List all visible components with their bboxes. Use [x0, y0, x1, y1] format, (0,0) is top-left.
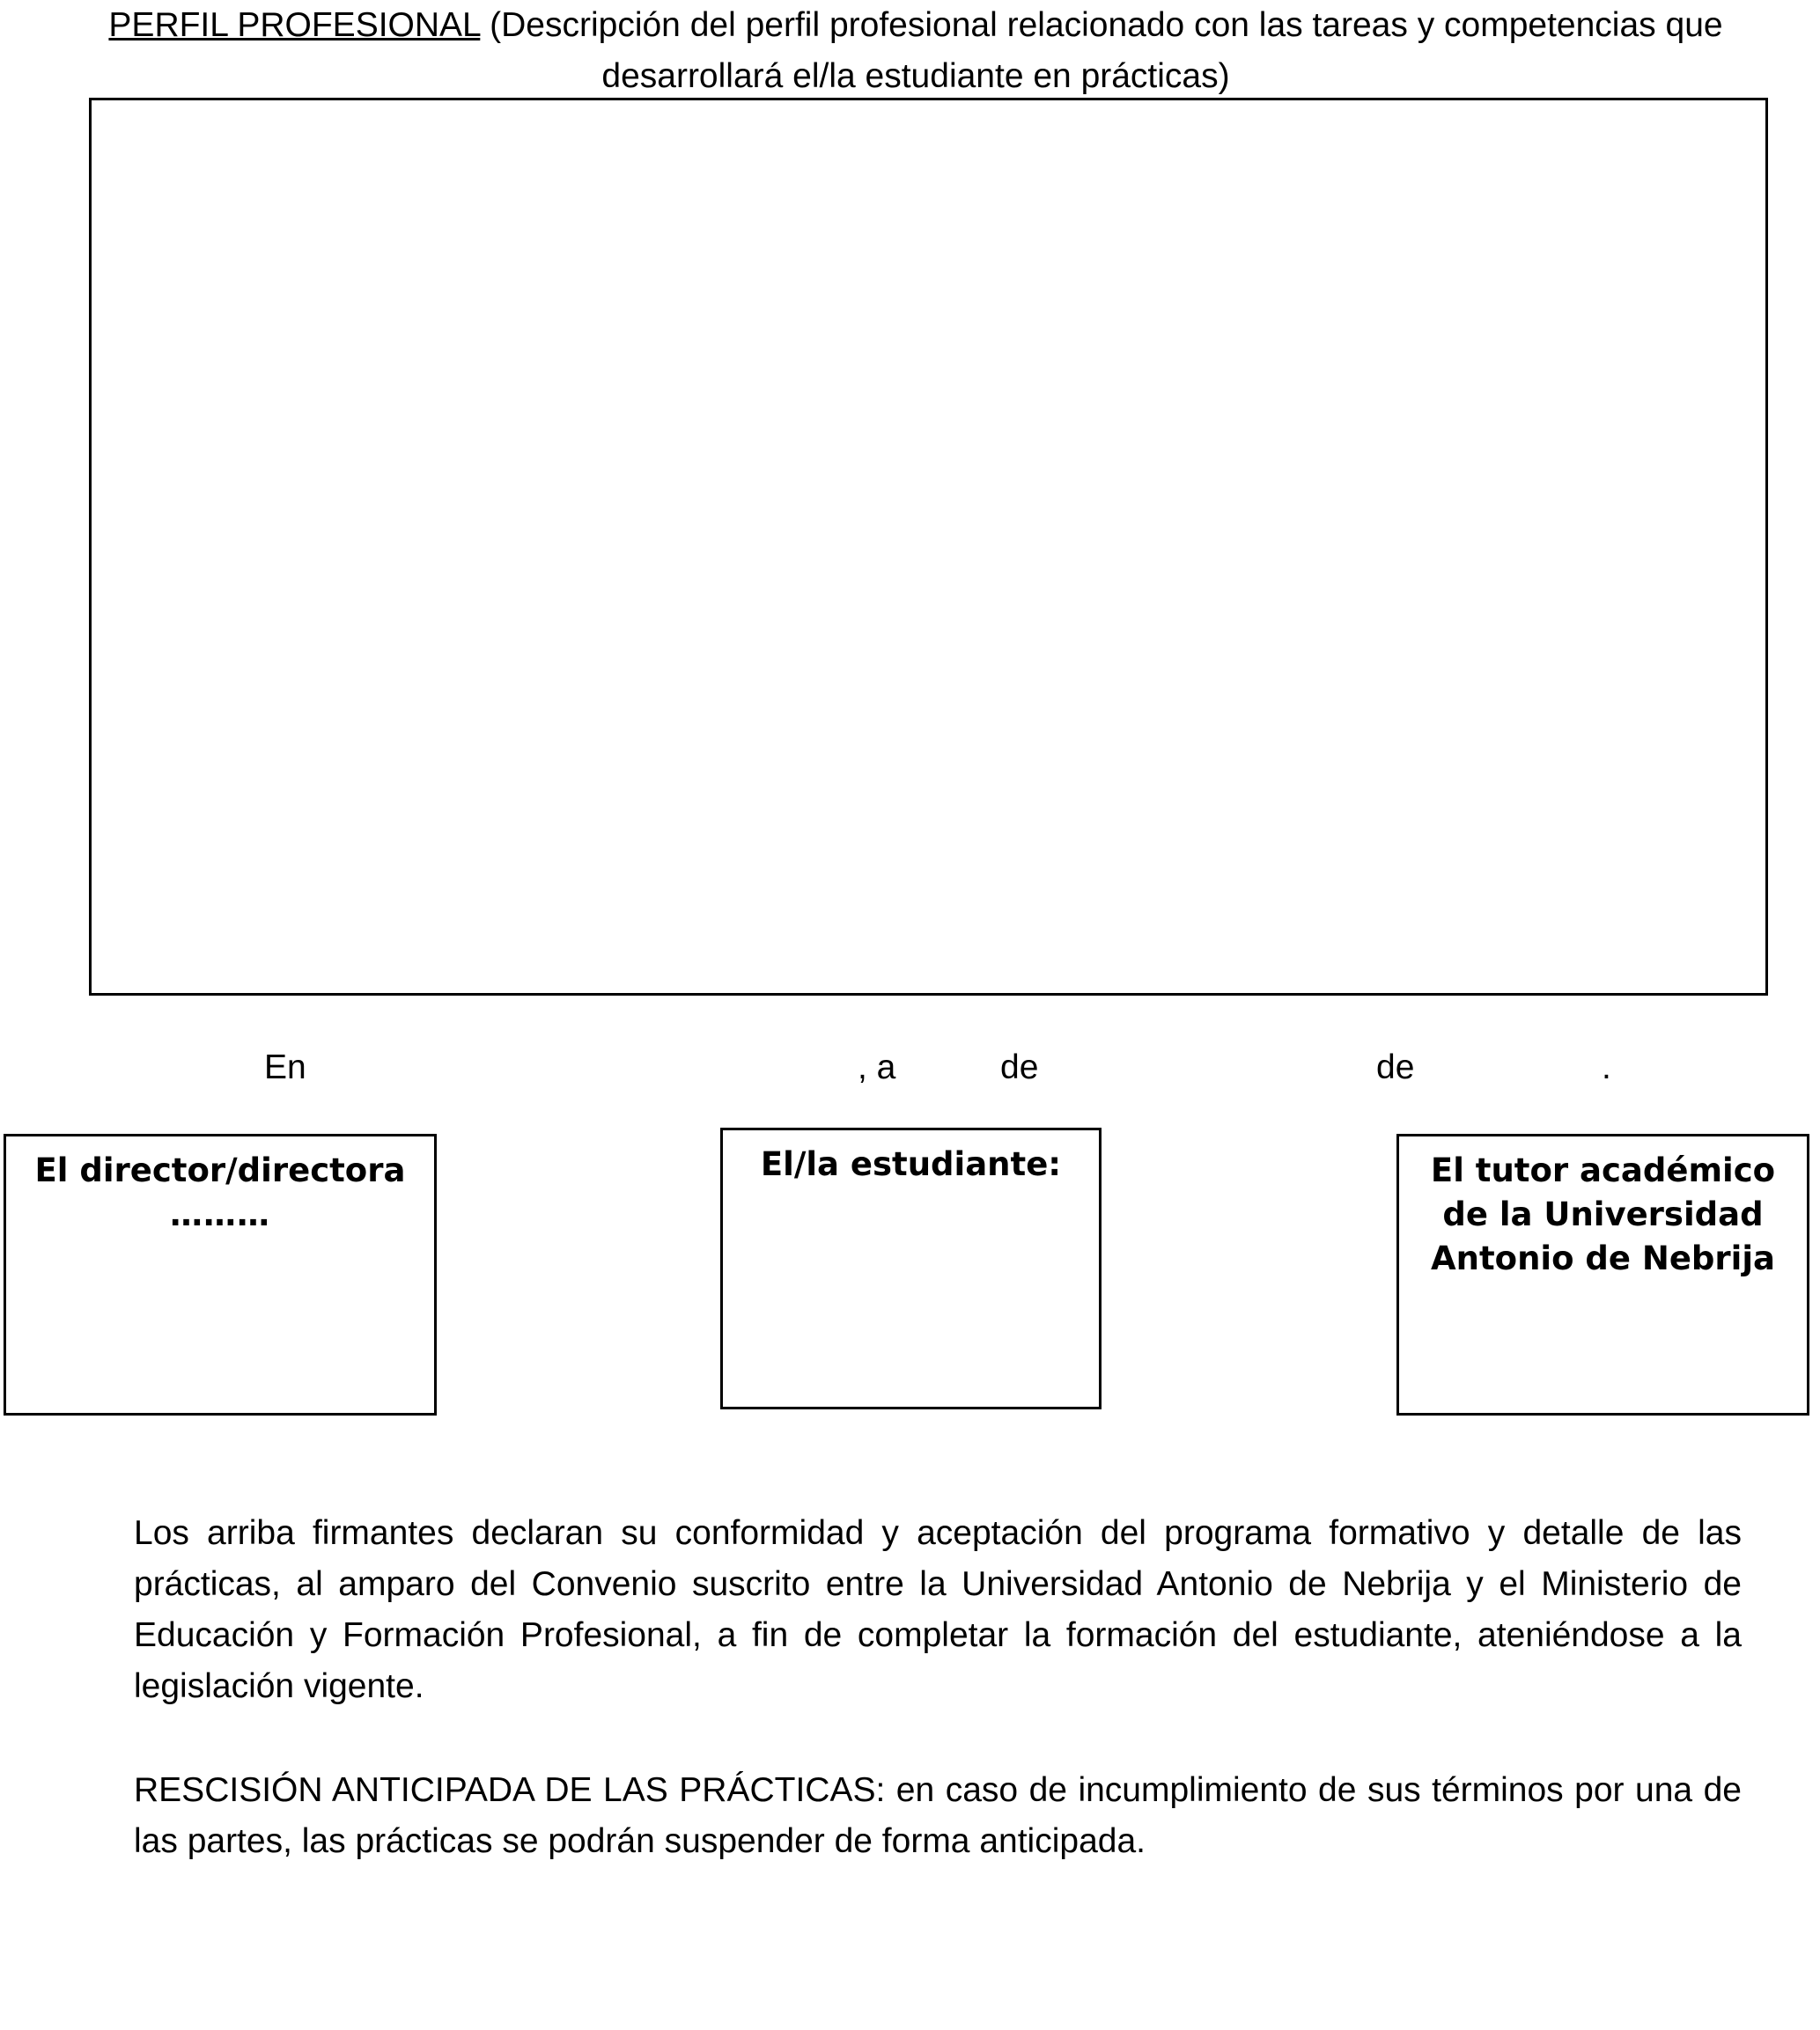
- tutor-signature-title-line1: El tutor académico: [1430, 1151, 1776, 1189]
- conformity-paragraph: Los arriba firmantes declaran su conformidad y aceptación del programa formativo y detalle de las prácticas, al amparo del Convenio suscrito entre la Universidad Antonio de Nebrija y el Ministerio de Educación y Formación Profesional, a fin de completar la formación del estudiante, ateniéndose a la legislación vigente.: [134, 1514, 1742, 1705]
- heading-description: (Descripción del perfil profesional relacionado con las tareas y competencias que desarrollará el/la estudiante en prácticas): [480, 6, 1723, 95]
- section-heading: [79, 0, 1752, 102]
- date-day-label: , a: [858, 1048, 896, 1086]
- tutor-signature-box[interactable]: [1396, 1134, 1809, 1416]
- director-signature-box[interactable]: [4, 1134, 437, 1416]
- tutor-signature-title-line2: de la Universidad: [1442, 1195, 1764, 1233]
- director-name-placeholder: ………: [170, 1195, 270, 1233]
- director-signature-title: El director/directora: [34, 1151, 406, 1189]
- tutor-signature-title-line3: Antonio de Nebrija: [1431, 1239, 1775, 1277]
- date-month-label: de: [1000, 1048, 1039, 1086]
- date-place-label: En: [264, 1048, 306, 1086]
- date-year-label: de: [1376, 1048, 1415, 1086]
- date-period: .: [1602, 1048, 1611, 1086]
- student-signature-title: El/la estudiante:: [760, 1145, 1062, 1183]
- student-signature-box[interactable]: [720, 1128, 1102, 1409]
- rescission-paragraph: RESCISIÓN ANTICIPADA DE LAS PRÁCTICAS: en caso de incumplimiento de sus términos por una de las partes, las prácticas se podrán suspender de forma anticipada.: [134, 1771, 1742, 1860]
- profile-description-box[interactable]: [89, 98, 1768, 996]
- heading-title: PERFIL PROFESIONAL: [108, 6, 481, 44]
